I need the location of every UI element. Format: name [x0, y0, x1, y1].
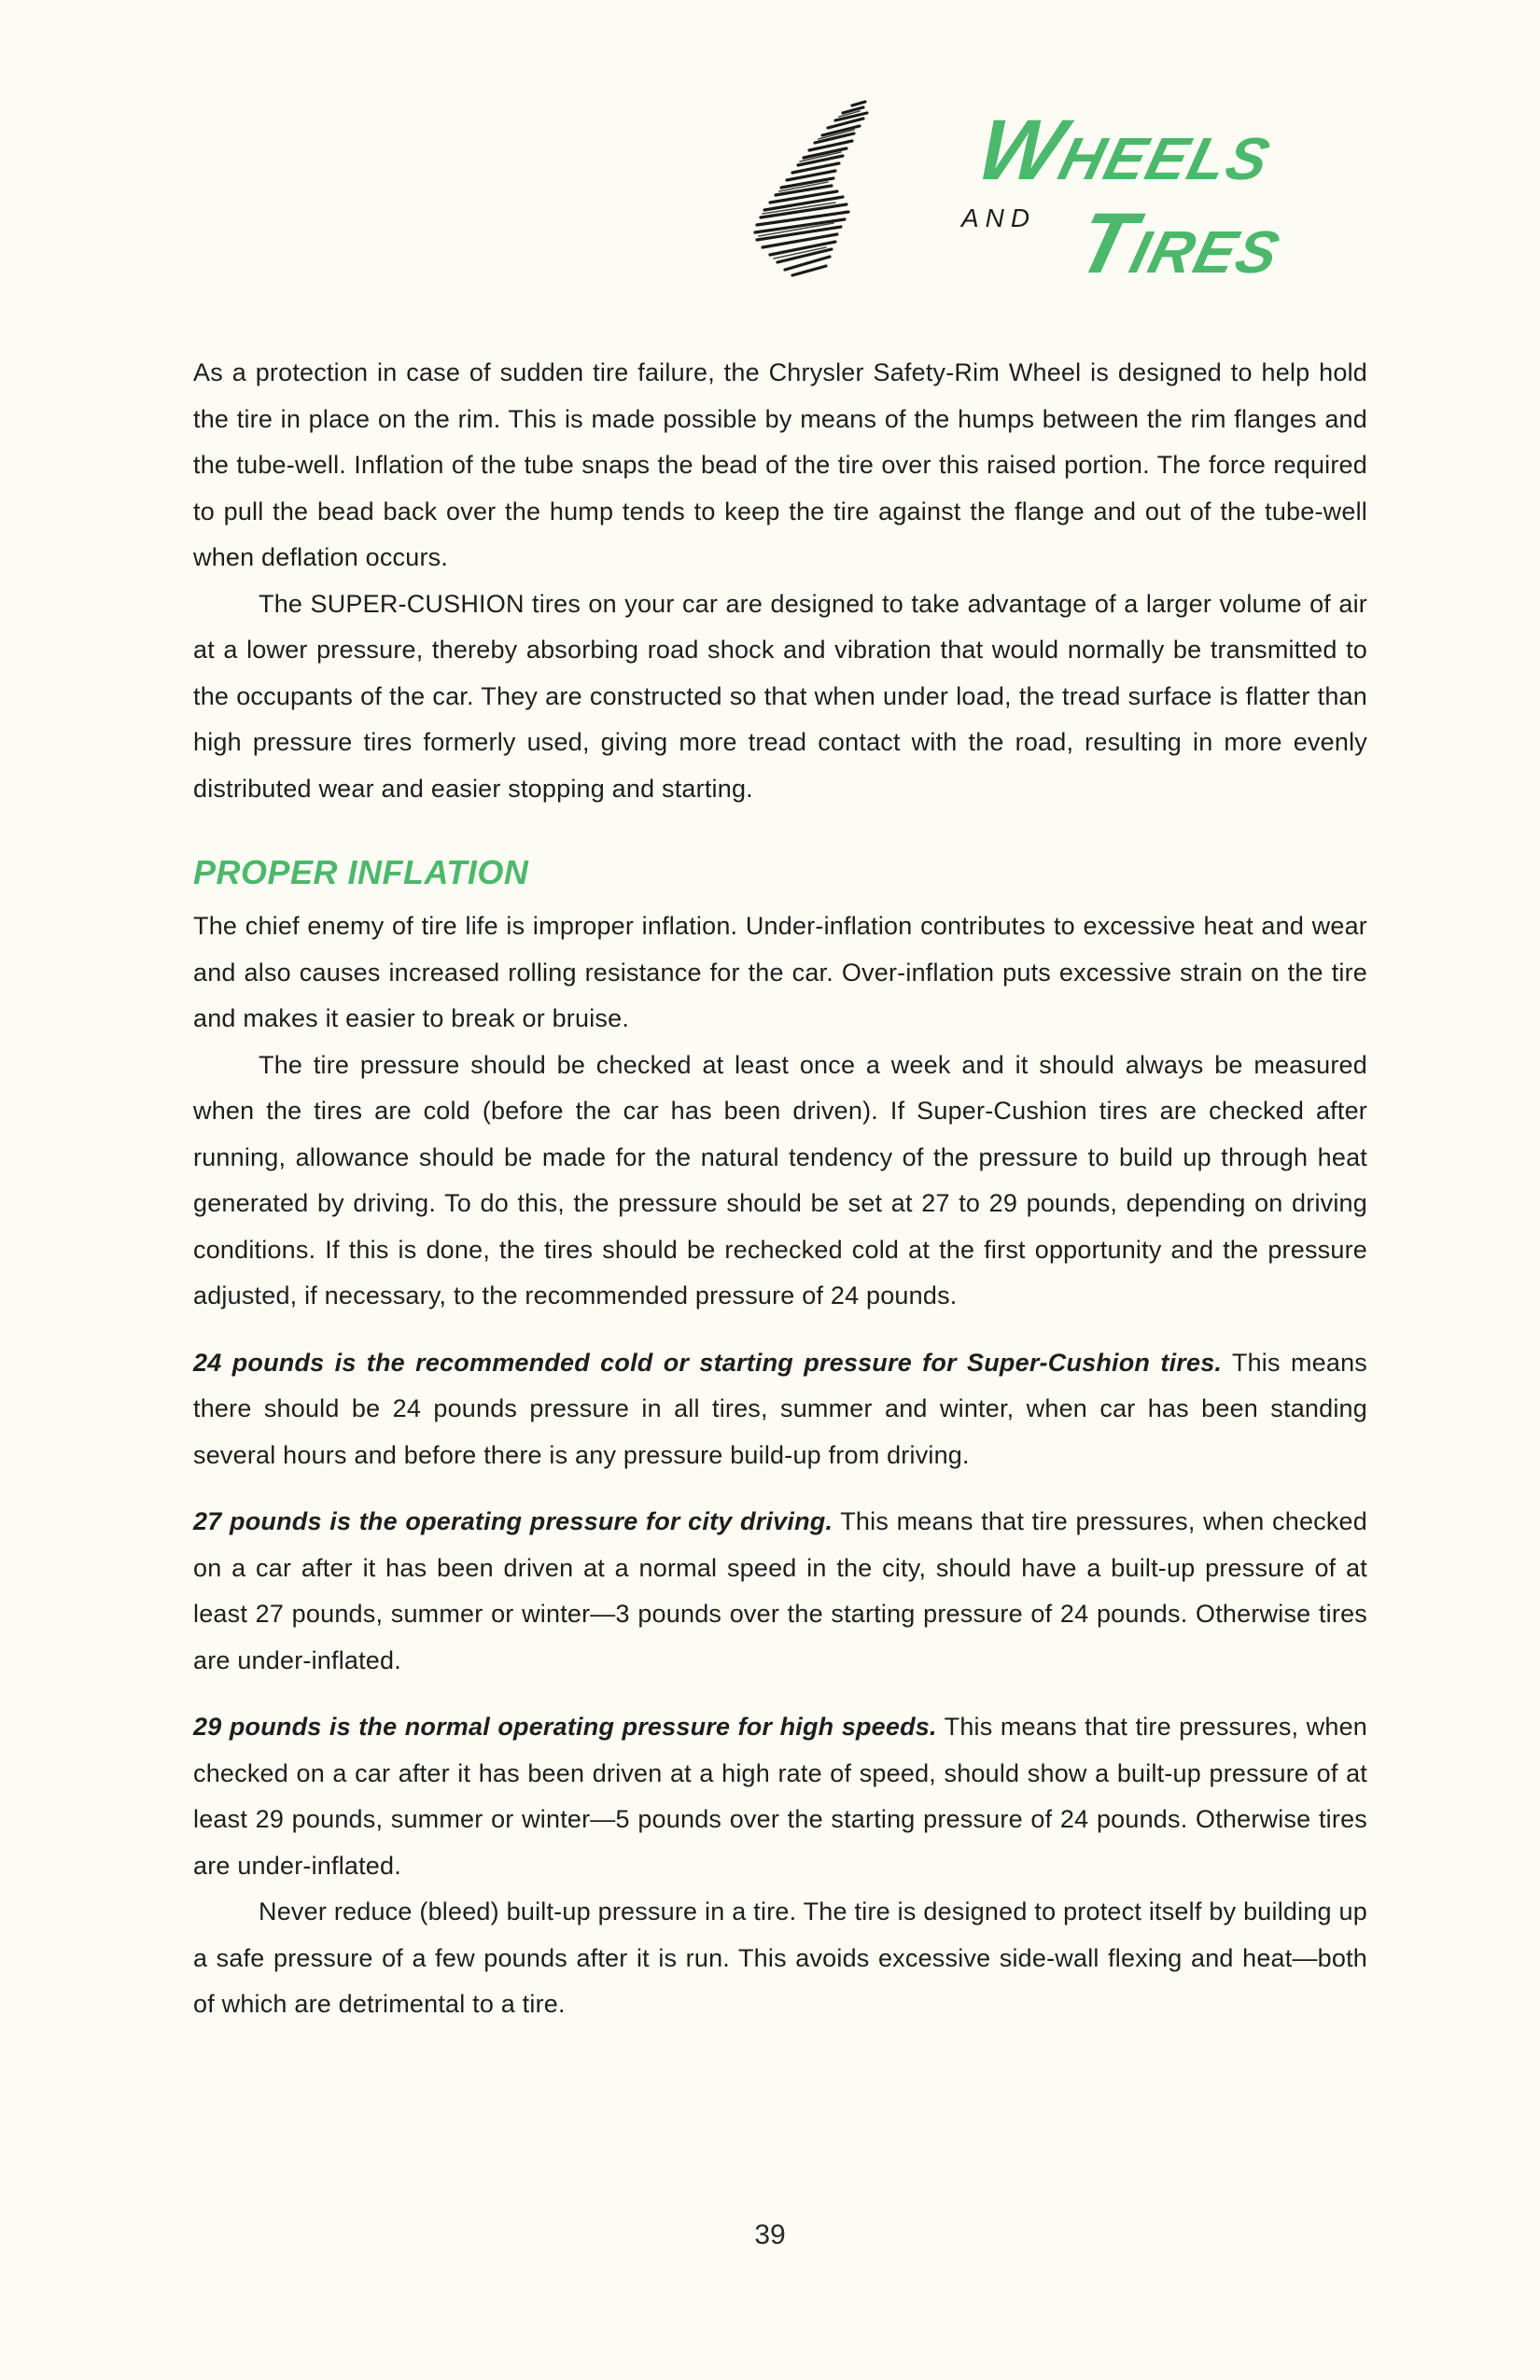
- pressure-item-text: This means that tire pressures, when checked on a car after it has been driven at a high rate of speed, should show a built-up pressure of at least 29 pounds, summer or winter—5 pounds over the starting pressure of 24 pounds. Otherwise tires are under-inflated.: [193, 1713, 1367, 1880]
- page-number: 39: [754, 2219, 786, 2250]
- chapter-title-tires: [1068, 196, 1293, 291]
- title-initial-w: W: [968, 103, 1075, 198]
- tire-tread-icon: [742, 98, 891, 285]
- pressure-item-text: This means that tire pressures, when checked on a car after it has been driven at a normal speed in the city, should have a built-up pressure of at least 27 pounds, summer or winter—3 pounds over the starting pressure of 24 pounds. Otherwise tires are under-inflated.: [193, 1507, 1367, 1674]
- pressure-item-24: [193, 1340, 1367, 1479]
- title-rest-heels: HEELS: [1052, 125, 1278, 192]
- title-rest-ires: IRES: [1123, 218, 1288, 286]
- pressure-item-27: [193, 1499, 1367, 1684]
- inflation-paragraph-2: The tire pressure should be checked at least once a week and it should always be measured when the tires are cold (before the car has been driven). If Super-Cushion tires are checked after running, allowance should be made for the natural tendency of the pressure to build up through heat generated by driving. To do this, the pressure should be set at 27 to 29 pounds, depending on driving conditions. If this is done, the tires should be rechecked cold at the first opportunity and the pressure adjusted, if necessary, to the recommended pressure of 24 pounds.: [193, 1050, 1367, 1309]
- pressure-item-lead: 27 pounds is the operating pressure for city driving.: [193, 1507, 833, 1535]
- intro-paragraph-2: The SUPER-CUSHION tires on your car are designed to take advantage of a larger volume of air at a lower pressure, thereby absorbing road shock and vibration that would normally be transmitted to the occupants of the car. They are constructed so that when under load, the tread surface is flatter than high pressure tires formerly used, giving more tread contact with the road, resulting in more evenly distributed wear and easier stopping and starting.: [193, 589, 1367, 803]
- pressure-item-lead: 29 pounds is the normal operating pressure for high speeds.: [193, 1713, 937, 1741]
- chapter-header: [742, 89, 1386, 294]
- pressure-item-29: [193, 1704, 1367, 1889]
- closing-paragraph: Never reduce (bleed) built-up pressure in a tire. The tire is designed to protect itself by building up a safe pressure of a few pounds after it is run. This avoids excessive side-wall flexing and heat—both of which are detrimental to a tire.: [193, 1897, 1367, 2018]
- chapter-title-wheels: [968, 103, 1282, 198]
- chapter-title-connector: AND: [961, 203, 1037, 232]
- inflation-paragraph-1: The chief enemy of tire life is improper inflation. Under-inflation contributes to excessive heat and wear and also causes increased rolling resistance for the car. Over-inflation puts excessive strain on the tire and makes it easier to break or bruise.: [193, 912, 1367, 1032]
- intro-paragraph-1: As a protection in case of sudden tire failure, the Chrysler Safety-Rim Wheel is designed to help hold the tire in place on the rim. This is made possible by means of the humps between the rim flanges and the tube-well. Inflation of the tube snaps the bead of the tire over this raised portion. The force required to pull the bead back over the hump tends to keep the tire against the flange and out of the tube-well when deflation occurs.: [193, 358, 1367, 571]
- pressure-item-text: This means there should be 24 pounds pressure in all tires, summer and winter, when car has been standing several hours and before there is any pressure build-up from driving.: [193, 1348, 1367, 1469]
- pressure-item-lead: 24 pounds is the recommended cold or starting pressure for Super-Cushion tires.: [193, 1348, 1223, 1377]
- body-content: [193, 350, 1367, 2028]
- title-initial-t: T: [1068, 196, 1146, 291]
- section-heading-proper-inflation: PROPER INFLATION: [193, 853, 529, 891]
